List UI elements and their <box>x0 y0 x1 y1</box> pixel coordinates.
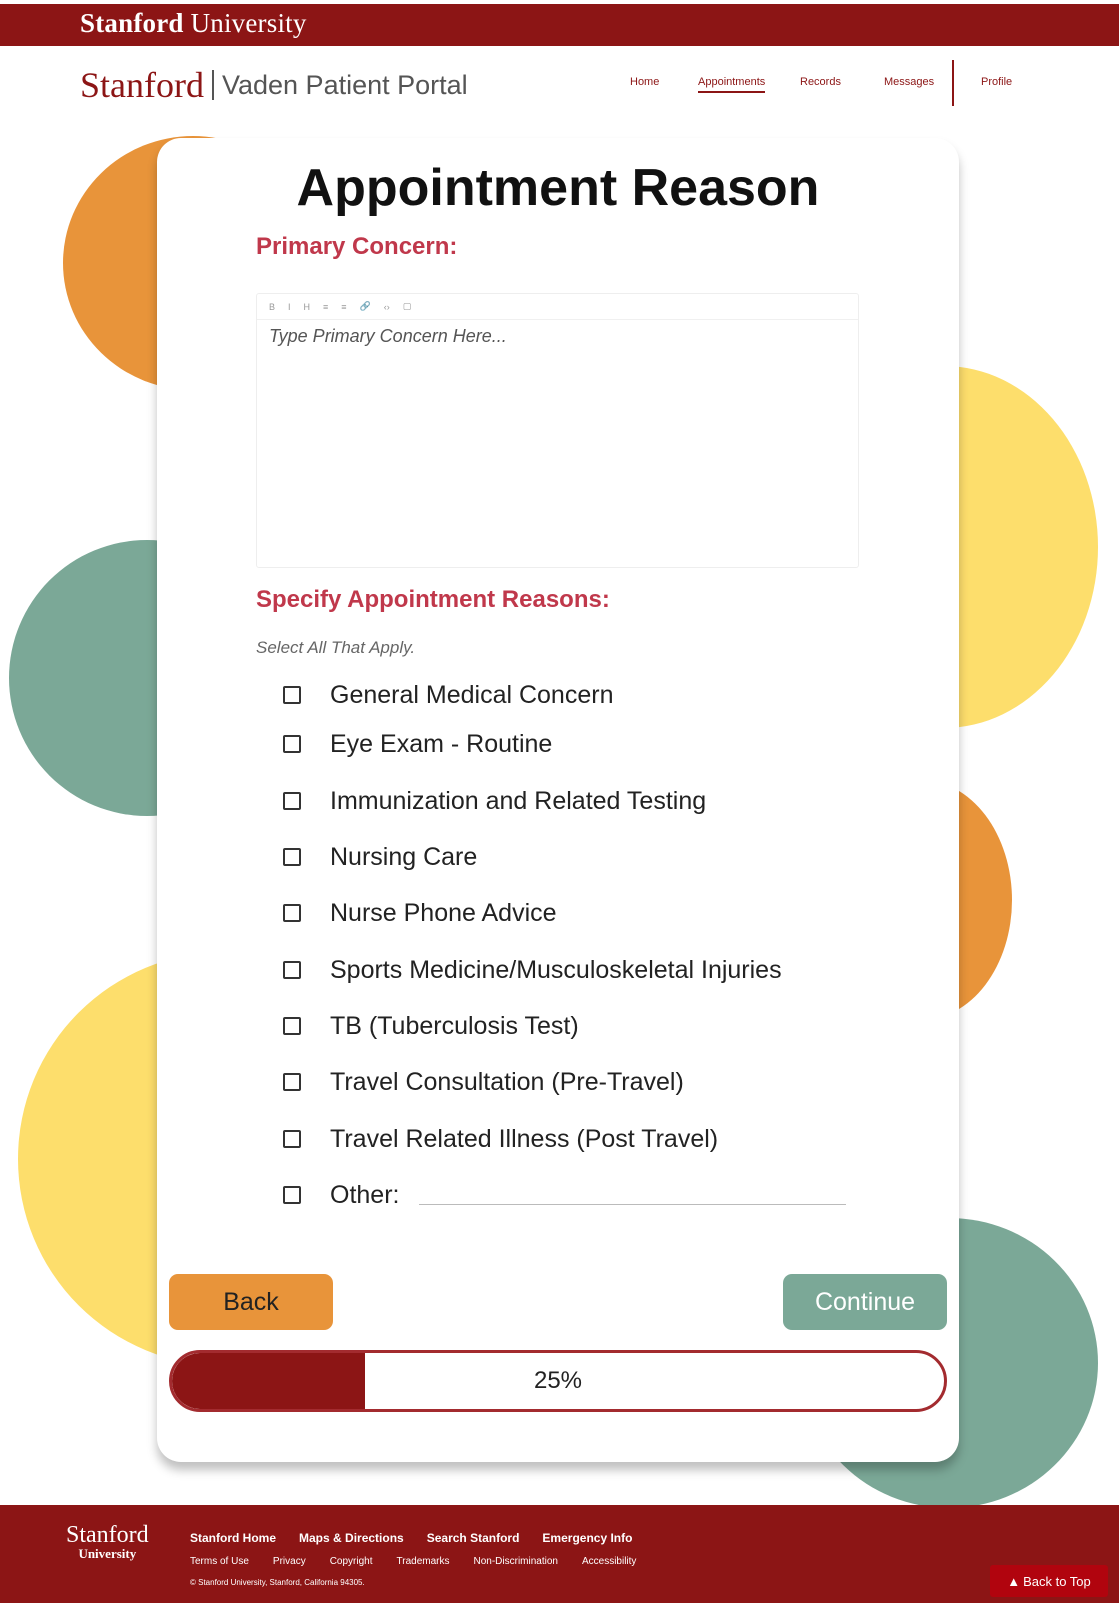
checkbox[interactable] <box>283 1186 301 1204</box>
footer-link-maps[interactable]: Maps & Directions <box>299 1531 404 1545</box>
reason-label: Travel Related Illness (Post Travel) <box>330 1124 719 1153</box>
footer-link-search[interactable]: Search Stanford <box>426 1531 520 1545</box>
bottom-strip <box>0 1603 1119 1608</box>
stanford-top-bar <box>0 4 1119 46</box>
nav-home[interactable]: Home <box>630 76 660 88</box>
reason-item[interactable] <box>283 786 706 816</box>
back-to-top-label: Back to Top <box>1023 1573 1091 1589</box>
footer-logo[interactable] <box>66 1523 149 1561</box>
bold-icon[interactable]: B <box>269 301 276 312</box>
nav-divider <box>952 60 954 106</box>
wordmark-bold: Stanford <box>80 8 184 38</box>
checkbox[interactable] <box>283 735 301 753</box>
appointment-reasons-label: Specify Appointment Reasons: <box>256 586 610 613</box>
link-icon[interactable]: 🔗 <box>359 301 371 311</box>
nav-appointments[interactable]: Appointments <box>698 76 765 93</box>
wordmark-rest: University <box>183 8 307 38</box>
reason-label: Other: <box>330 1180 400 1209</box>
reason-label: Eye Exam - Routine <box>330 729 553 758</box>
footer-link-emergency[interactable]: Emergency Info <box>542 1531 633 1545</box>
back-to-top-button[interactable] <box>990 1565 1108 1597</box>
nav-records[interactable]: Records <box>800 76 841 88</box>
other-text-input[interactable] <box>419 1204 846 1205</box>
editor-toolbar <box>257 294 858 320</box>
stanford-logo: Stanford <box>80 65 204 105</box>
reason-label: General Medical Concern <box>330 680 614 709</box>
primary-concern-input[interactable] <box>257 320 858 567</box>
reason-item[interactable] <box>283 842 477 872</box>
reason-item[interactable] <box>283 1067 684 1097</box>
primary-concern-label: Primary Concern: <box>256 233 458 260</box>
checkbox[interactable] <box>283 961 301 979</box>
footer-link-privacy[interactable]: Privacy <box>272 1556 306 1567</box>
footer-primary-links <box>190 1531 632 1545</box>
footer-link-terms[interactable]: Terms of Use <box>190 1556 249 1567</box>
bullet-list-icon[interactable]: ≡ <box>323 301 329 312</box>
footer-link-copyright[interactable]: Copyright <box>329 1556 373 1567</box>
reason-label: Nursing Care <box>330 842 478 871</box>
appointment-reason-card <box>157 138 959 1462</box>
select-all-hint: Select All That Apply. <box>256 638 416 657</box>
footer-link-accessibility[interactable]: Accessibility <box>581 1556 637 1567</box>
footer-copyright: © Stanford University, Stanford, California 94305. <box>190 1578 365 1587</box>
footer <box>0 1505 1119 1603</box>
reason-item[interactable] <box>283 729 552 759</box>
footer-link-stanford-home[interactable]: Stanford Home <box>190 1531 277 1545</box>
footer-logo-small: University <box>78 1546 137 1561</box>
nav-messages[interactable]: Messages <box>884 76 935 88</box>
portal-header <box>0 46 1119 136</box>
back-button[interactable]: Back <box>169 1274 333 1330</box>
reason-item[interactable] <box>283 898 557 928</box>
image-icon[interactable]: ▢ <box>402 301 412 311</box>
nav-profile[interactable]: Profile <box>981 76 1013 88</box>
checkbox[interactable] <box>283 848 301 866</box>
reason-item[interactable] <box>283 1124 718 1154</box>
code-icon[interactable]: ‹› <box>383 301 390 312</box>
checkbox[interactable] <box>283 1017 301 1035</box>
reason-label: Immunization and Related Testing <box>330 786 707 815</box>
reason-label: TB (Tuberculosis Test) <box>330 1011 579 1040</box>
continue-button[interactable]: Continue <box>783 1274 947 1330</box>
reason-label: Nurse Phone Advice <box>330 898 557 927</box>
footer-link-non-discrimination[interactable]: Non-Discrimination <box>473 1556 558 1567</box>
reason-label: Travel Consultation (Pre-Travel) <box>330 1067 684 1096</box>
checkbox[interactable] <box>283 1073 301 1091</box>
stanford-wordmark[interactable] <box>80 8 307 39</box>
chevron-up-icon: ▲ <box>1007 1573 1021 1589</box>
reason-item[interactable] <box>283 955 782 985</box>
reason-item[interactable] <box>283 1011 579 1041</box>
checkbox[interactable] <box>283 904 301 922</box>
heading-icon[interactable]: H <box>303 301 311 312</box>
numbered-list-icon[interactable]: ≡ <box>341 301 347 312</box>
reason-item[interactable] <box>283 680 613 710</box>
portal-name: Vaden Patient Portal <box>221 69 468 100</box>
footer-link-trademarks[interactable]: Trademarks <box>396 1556 450 1567</box>
reason-label: Sports Medicine/Musculoskeletal Injuries <box>330 955 782 984</box>
footer-secondary-links <box>190 1556 636 1567</box>
main-nav <box>0 76 1119 106</box>
checkbox[interactable] <box>283 686 301 704</box>
reason-item-other[interactable] <box>283 1180 846 1210</box>
progress-text: 25% <box>533 1367 583 1394</box>
primary-concern-editor <box>256 293 859 568</box>
italic-icon[interactable]: I <box>288 301 291 312</box>
checkbox[interactable] <box>283 1130 301 1148</box>
progress-bar <box>169 1350 947 1412</box>
footer-logo-big: Stanford <box>66 1522 149 1548</box>
checkbox[interactable] <box>283 792 301 810</box>
page-title: Appointment Reason <box>296 159 820 217</box>
